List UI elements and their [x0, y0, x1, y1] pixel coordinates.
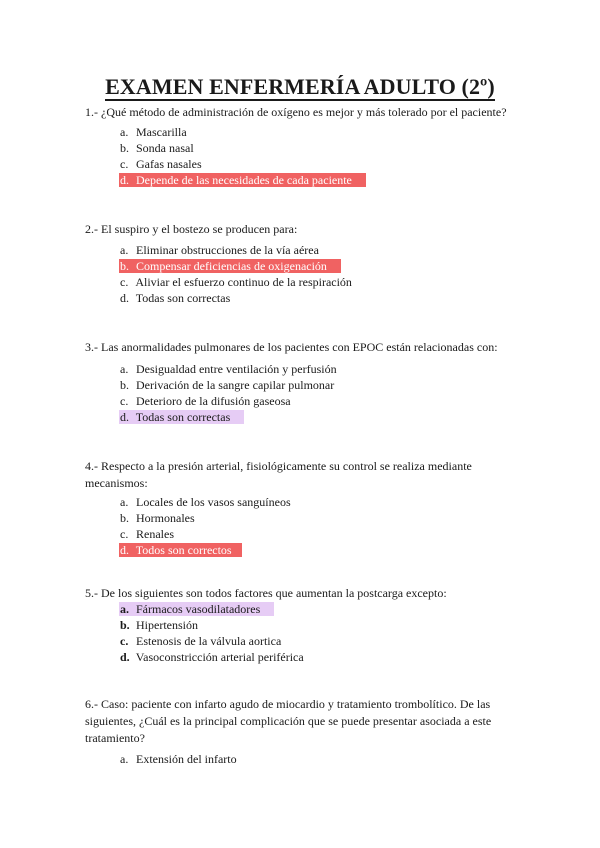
q3-option-d	[120, 409, 244, 425]
page-title	[0, 74, 600, 101]
answer-highlight: d. Todos son correctos	[119, 543, 242, 557]
answer-highlight: a. Fármacos vasodilatadores	[119, 602, 274, 616]
q5-option-d: d. Vasoconstricción arterial periférica	[120, 650, 304, 664]
q1-option-b: b. Sonda nasal	[120, 141, 194, 155]
question-6: 6.- Caso: paciente con infarto agudo de miocardio y tratamiento trombolítico. De las siguientes, ¿Cuál es la principal complicación que se puede presentar asociada a este tratamiento?	[85, 697, 492, 745]
q4-option-b: b. Hormonales	[120, 511, 195, 525]
q2-option-d: d. Todas son correctas	[120, 291, 231, 305]
q4-option-c: c. Renales	[120, 527, 174, 541]
q3-option-b: b. Derivación de la sangre capilar pulmonar	[120, 378, 335, 392]
q5-option-a	[120, 601, 274, 617]
answer-highlight: b. Compensar deficiencias de oxigenación	[119, 259, 341, 273]
answer-highlight: d. Todas son correctas	[119, 410, 244, 424]
question-5: 5.- De los siguientes son todos factores que aumentan la postcarga excepto:	[85, 586, 447, 600]
q1-option-d	[120, 172, 366, 188]
question-3: 3.- Las anormalidades pulmonares de los pacientes con EPOC están relacionadas con:	[85, 340, 498, 354]
q3-option-a: a. Desigualdad entre ventilación y perfusión	[120, 362, 337, 376]
question-4: 4.- Respecto a la presión arterial, fisiológicamente su control se realiza mediante mecanismos:	[85, 459, 472, 490]
q5-option-b: b. Hipertensión	[120, 618, 198, 632]
q2-option-c: c. Aliviar el esfuerzo continuo de la respiración	[120, 275, 352, 289]
q4-option-a: a. Locales de los vasos sanguíneos	[120, 495, 291, 509]
q4-option-d	[120, 542, 242, 558]
q2-option-b	[120, 258, 341, 274]
answer-highlight: d. Depende de las necesidades de cada paciente	[119, 173, 366, 187]
q1-option-c: c. Gafas nasales	[120, 157, 202, 171]
q3-option-c: c. Deterioro de la difusión gaseosa	[120, 394, 291, 408]
q6-option-a: a. Extensión del infarto	[120, 752, 237, 766]
question-2: 2.- El suspiro y el bostezo se producen para:	[85, 222, 298, 236]
question-1: 1.- ¿Qué método de administración de oxígeno es mejor y más tolerado por el paciente?	[85, 105, 507, 119]
q2-option-a: a. Eliminar obstrucciones de la vía aérea	[120, 243, 319, 257]
q5-option-c: c. Estenosis de la válvula aortica	[120, 634, 282, 648]
q1-option-a: a. Mascarilla	[120, 125, 187, 139]
title-text: EXAMEN ENFERMERÍA ADULTO (2º)	[105, 74, 495, 99]
